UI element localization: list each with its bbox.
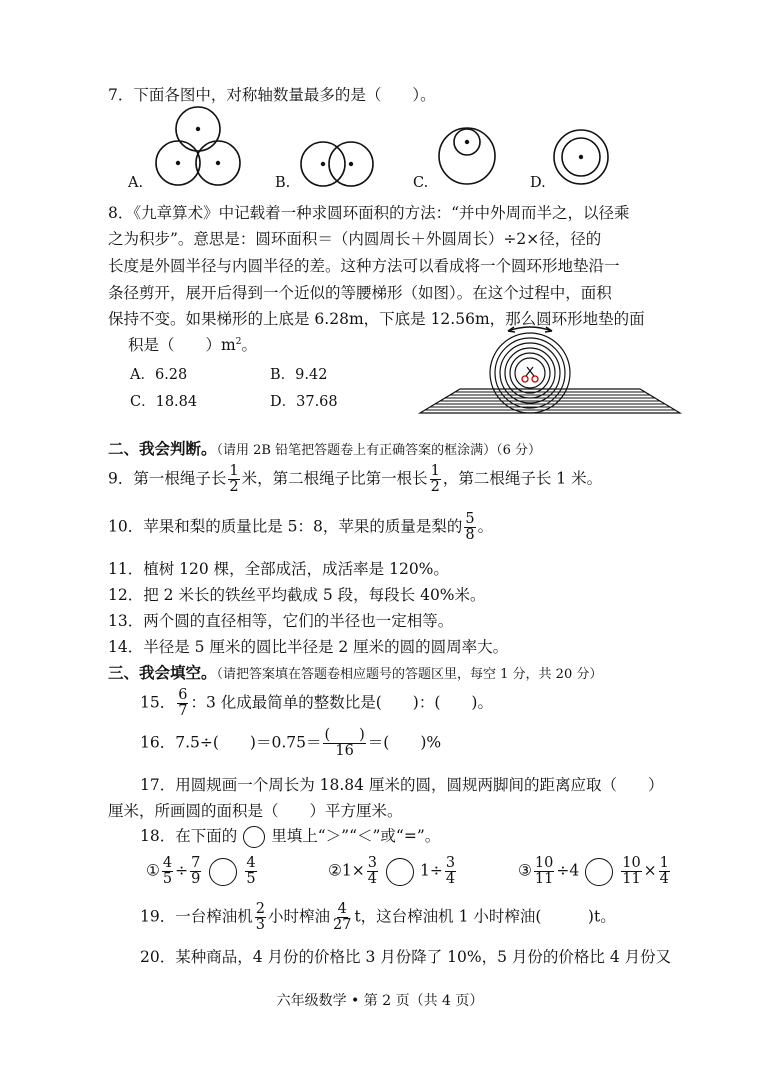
q18-b-lead: 1× (341, 861, 365, 880)
q8-line-6-text: 积是（ ）m (128, 336, 236, 354)
q16-text-1: 16．7.5÷( )＝0.75＝ (140, 733, 322, 752)
q9-fraction-1 (228, 464, 239, 495)
q10 (108, 512, 493, 543)
q7-option-d: D. (530, 175, 546, 191)
q16-num-blank: ( ) (324, 727, 365, 743)
q18-text-1: 18．在下面的 (140, 827, 238, 845)
q8-line-6-end: 。 (241, 336, 257, 354)
q18-b-frac-1 (367, 856, 378, 887)
q18-a-op: ÷ (175, 861, 189, 880)
q18-c-frac-1 (534, 856, 554, 887)
q7-figure-b (298, 138, 378, 190)
q8-option-a: A．6.28 (130, 367, 188, 383)
q16-den: 16 (335, 743, 354, 760)
q18-a-f1d: 5 (162, 871, 173, 888)
q18-item-c (518, 856, 672, 887)
q18-item-b (328, 856, 458, 887)
section-3-header (108, 664, 602, 683)
q18-c-f1d: 11 (534, 871, 554, 888)
q9-text-2: 米，第二根绳子比第一根长 (241, 469, 428, 488)
page-footer: 六年级数学 • 第 2 页（共 4 页） (276, 993, 484, 1009)
q9-text-1: 9．第一根绳子长 (108, 469, 227, 488)
q9 (108, 464, 602, 495)
q8-line-6 (128, 336, 257, 355)
q18-a-frac-1 (162, 856, 173, 887)
compare-circle-icon (243, 826, 265, 848)
q9-f1-num: 1 (229, 463, 239, 479)
q17-line-1: 17．用圆规画一个周长为 18.84 厘米的圆，圆规两脚间的距离应取（ ） (140, 776, 664, 794)
q19-text-1: 19．一台榨油机 (140, 907, 253, 926)
section-2-header (108, 440, 541, 459)
q11: 11．植树 120 棵，全部成活，成活率是 120%。 (108, 560, 449, 578)
q18-a-answer-circle[interactable] (209, 858, 237, 886)
q7-figure-a (150, 105, 250, 190)
q8-unit-sup: 2 (235, 336, 242, 347)
q10-text-2: 。 (477, 517, 494, 536)
q18-b-f1n: 3 (367, 855, 377, 871)
q7-option-b: B. (275, 175, 291, 191)
q12: 12．把 2 米长的铁丝平均截成 5 段，每段长 40%米。 (108, 586, 486, 604)
q18-a-f2d: 9 (191, 871, 201, 888)
q18-a-f3d: 5 (246, 871, 256, 888)
q9-text-3: ，第二根绳子长 1 米。 (442, 469, 603, 488)
q7-option-a: A. (128, 175, 144, 191)
q18-c-f2n: 10 (622, 855, 641, 871)
q8-option-d: D．37.68 (270, 394, 338, 410)
q18-c-frac-3 (659, 856, 670, 887)
q7-stem: 7．下面各图中，对称轴数量最多的是（ ）。 (108, 86, 436, 104)
q8-ring-trapezoid-figure (380, 325, 700, 410)
q8-line-3: 长度是外圆半径与内圆半径的差。这种方法可以看成将一个圆环形地垫沿一 (108, 257, 620, 275)
q9-f2-den: 2 (430, 479, 440, 496)
q20: 20．某种商品，4 月份的价格比 3 月份降了 10%，5 月份的价格比 4 月份又 (140, 948, 672, 966)
q19-text-2: 小时榨油 (267, 907, 330, 926)
q18-c-op2: × (643, 861, 657, 880)
q18-b-mark: ② (328, 861, 342, 880)
q18-item-a (146, 856, 259, 887)
q19-fraction-1 (255, 902, 266, 933)
section-2-title: 二、我会判断。 (108, 439, 217, 458)
q15-number: 15． (140, 693, 176, 712)
q19-f2n: 4 (337, 901, 347, 917)
section-3-note: （请把答案填在答题卷相应题号的答题区里，每空 1 分，共 20 分） (216, 667, 603, 682)
q15-num: 6 (178, 687, 188, 703)
q8-option-c: C．18.84 (130, 394, 198, 410)
q18-a-frac-3 (245, 856, 256, 887)
q18-a-f2n: 7 (191, 855, 201, 871)
q16-text-2: ＝( )% (367, 733, 442, 752)
q15-fraction (177, 688, 188, 719)
q15-den: 7 (178, 703, 188, 720)
q18-b-mid: 1÷ (420, 861, 443, 880)
q17-line-2: 厘米，所画圆的面积是（ ）平方厘米。 (108, 802, 403, 820)
q9-f2-num: 1 (430, 463, 440, 479)
q18-c-f1n: 10 (534, 855, 554, 871)
q18-c-f3d: 4 (659, 871, 669, 888)
q16 (140, 728, 441, 759)
q8-option-b: B．9.42 (270, 367, 328, 383)
q19-f1d: 3 (255, 917, 265, 934)
q18-c-answer-circle[interactable] (585, 858, 613, 886)
section-3-title: 三、我会填空。 (108, 663, 217, 682)
q19 (140, 902, 616, 933)
q18-c-f3n: 1 (659, 855, 669, 871)
q14: 14．半径是 5 厘米的圆比半径是 2 厘米的圆的圆周率大。 (108, 638, 509, 656)
q7-figure-c (437, 124, 497, 186)
q18-c-f2d: 11 (622, 871, 641, 888)
q10-fraction (464, 512, 475, 543)
q8-line-1: 8．《九章算术》中记载着一种求圆环面积的方法：“并中外周而半之，以径乘 (108, 204, 630, 222)
q10-num: 5 (465, 511, 475, 527)
q18-b-answer-circle[interactable] (386, 858, 414, 886)
q9-fraction-2 (430, 464, 441, 495)
q10-text-1: 10．苹果和梨的质量比是 5：8，苹果的质量是梨的 (108, 517, 463, 536)
q18-a-f1n: 4 (162, 855, 173, 871)
q19-f1n: 2 (255, 901, 265, 917)
q19-fraction-2 (332, 902, 352, 933)
q15-text: ：3 化成最简单的整数比是( )：( )。 (190, 693, 493, 712)
q18-a-frac-2 (190, 856, 201, 887)
q18-b-frac-2 (445, 856, 456, 887)
q18-c-mark: ③ (518, 861, 532, 880)
q18-text-2: 里填上“＞”“＜”或“=”。 (271, 827, 441, 845)
q10-den: 8 (465, 527, 475, 544)
q18-c-op: ÷4 (556, 861, 580, 880)
q8-line-4: 条径剪开，展开后得到一个近似的等腰梯形（如图）。在这个过程中，面积 (108, 284, 612, 302)
q13: 13．两个圆的直径相等，它们的半径也一定相等。 (108, 612, 454, 630)
q18-b-f1d: 4 (367, 871, 377, 888)
q7-option-c: C. (413, 175, 429, 191)
q16-fraction (323, 728, 365, 759)
q18-a-mark: ① (146, 861, 160, 880)
q18-b-f2d: 4 (445, 871, 456, 888)
q18-stem (140, 826, 440, 848)
q18-b-f2n: 3 (445, 855, 456, 871)
q7-figure-d (552, 128, 612, 188)
q8-line-2: 之为积步”。意思是：圆环面积＝（内圆周长＋外圆周长）÷2×径，径的 (108, 230, 602, 248)
q15 (140, 688, 493, 719)
section-2-note: （请用 2B 铅笔把答题卷上有正确答案的框涂满）（6 分） (216, 443, 542, 458)
q9-f1-den: 2 (229, 479, 239, 496)
q19-f2d: 27 (332, 917, 352, 934)
q19-text-3: t，这台榨油机 1 小时榨油( )t。 (354, 907, 616, 926)
q18-a-f3n: 4 (246, 855, 256, 871)
q18-c-frac-2 (621, 856, 641, 887)
q8-line-5: 保持不变。如果梯形的上底是 6.28m，下底是 12.56m，那么圆环形地垫的面 (108, 310, 645, 328)
